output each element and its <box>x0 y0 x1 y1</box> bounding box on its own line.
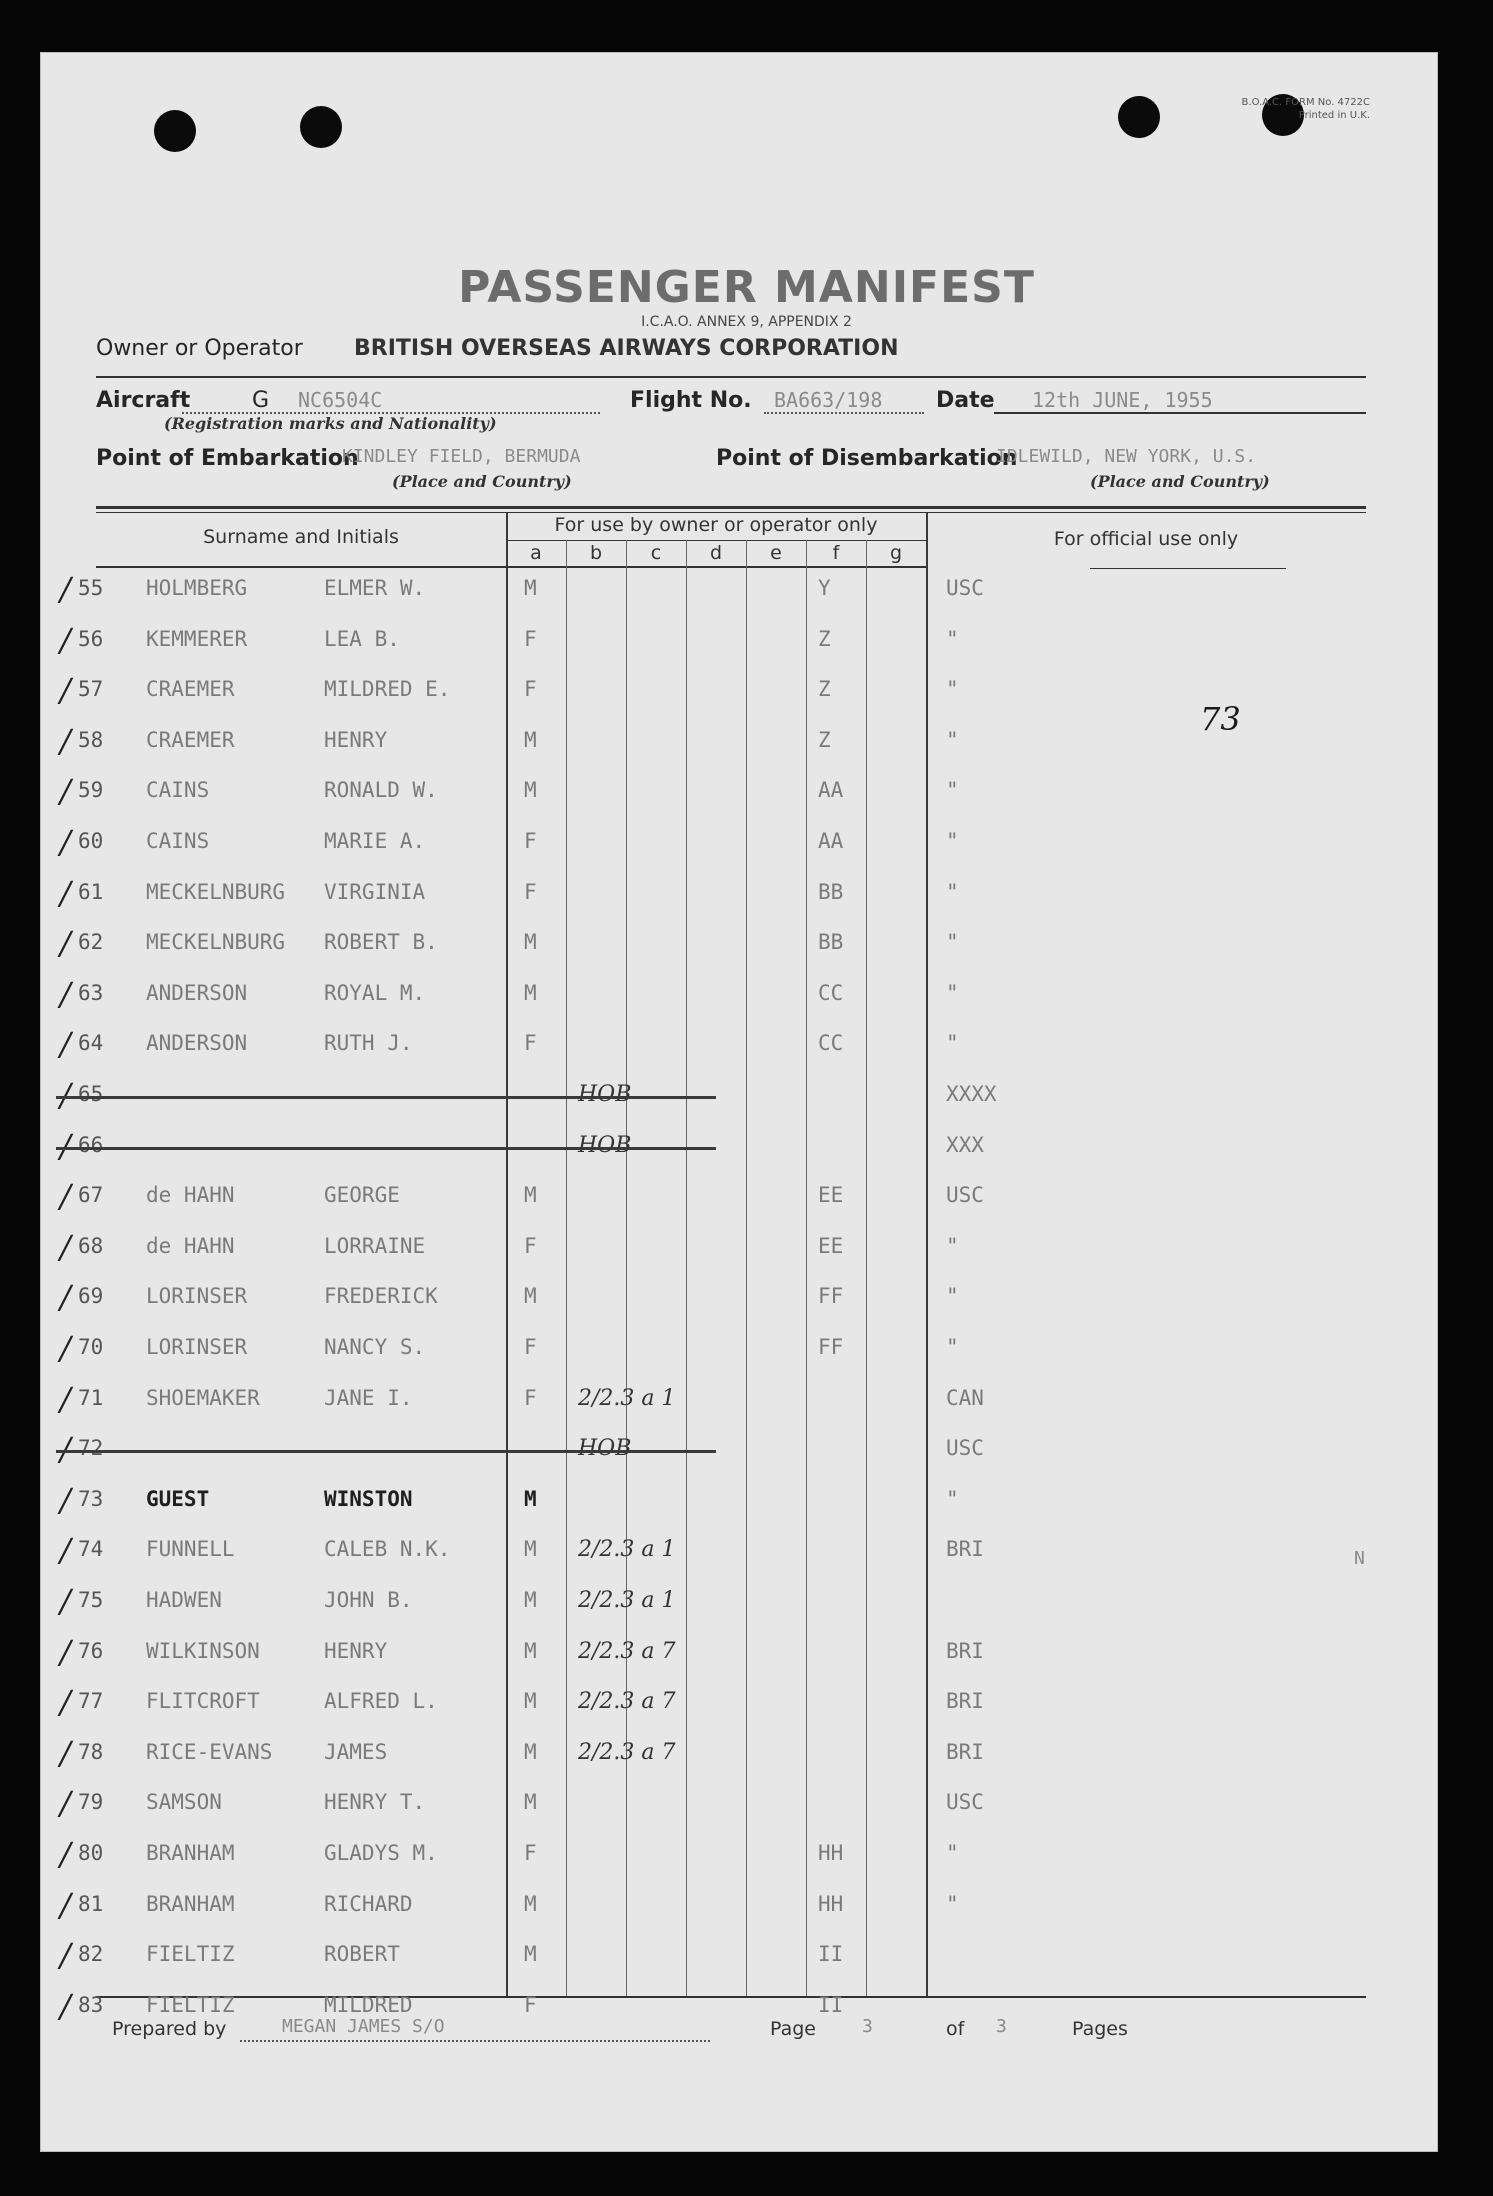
pages-label: Pages <box>1072 2018 1128 2040</box>
row-number: 59 <box>78 778 104 803</box>
check-mark: / <box>60 974 71 1013</box>
table-row <box>0 1582 1493 1632</box>
given-name-cell: GLADYS M. <box>324 1841 438 1865</box>
official-cell: " <box>946 1335 959 1359</box>
col-a-cell: M <box>524 1739 537 1764</box>
given-name-cell: ALFRED L. <box>324 1689 438 1714</box>
row-number: 72 <box>78 1436 104 1461</box>
check-mark: / <box>60 1480 71 1519</box>
table-row <box>0 1936 1493 1986</box>
col-f-cell: FF <box>818 1284 844 1309</box>
row-number: 75 <box>78 1588 104 1612</box>
surname-cell: HOLMBERG <box>146 576 248 600</box>
official-cell: " <box>946 1891 959 1916</box>
strike-line <box>56 1147 716 1150</box>
table-row <box>0 1480 1493 1531</box>
given-name-cell: FREDERICK <box>324 1284 438 1309</box>
manifest-title: PASSENGER MANIFEST <box>458 262 1035 313</box>
given-name-cell: MARIE A. <box>324 829 426 853</box>
row-number: 63 <box>78 980 104 1005</box>
col-a-cell: F <box>524 879 537 904</box>
col-f-cell: Z <box>818 727 831 752</box>
col-f-cell: BB <box>818 879 844 904</box>
surname-cell: KEMMERER <box>146 626 248 651</box>
surname-cell: LORINSER <box>146 1284 248 1309</box>
official-cell: BRI <box>946 1638 984 1663</box>
table-row <box>0 823 1493 873</box>
official-cell: XXX <box>946 1132 984 1157</box>
of-value: 3 <box>996 2016 1007 2037</box>
col-f-cell: FF <box>818 1335 844 1359</box>
col-f-cell: II <box>818 1992 844 2017</box>
embark-value: KINDLEY FIELD, BERMUDA <box>342 446 581 467</box>
col-f-cell: HH <box>818 1841 844 1865</box>
date-value: 12th JUNE, 1955 <box>1032 388 1213 412</box>
col-a-cell: M <box>524 1790 537 1815</box>
official-cell: XXXX <box>946 1082 997 1106</box>
col-f-cell: AA <box>818 778 844 803</box>
check-mark: / <box>60 620 71 659</box>
given-name-cell: ROBERT B. <box>324 930 438 955</box>
official-cell: USC <box>946 1183 984 1208</box>
col-a-cell: F <box>524 677 537 702</box>
col-f-cell: Y <box>818 576 831 600</box>
official-cell: " <box>946 677 959 702</box>
given-name-cell: ROYAL M. <box>324 980 426 1005</box>
check-mark: / <box>60 721 71 760</box>
surname-cell: ANDERSON <box>146 1031 248 1056</box>
row-number: 58 <box>78 727 104 752</box>
given-name-cell: RONALD W. <box>324 778 438 803</box>
embark-label: Point of Embarkation <box>96 446 359 471</box>
given-name-cell: HENRY T. <box>324 1790 426 1815</box>
col-a-cell: F <box>524 1992 537 2017</box>
col-a-cell: F <box>524 1385 537 1410</box>
check-mark: / <box>60 1379 71 1418</box>
table-row <box>0 1227 1493 1278</box>
col-b-cell: 2/2.3 a 1 <box>578 1537 676 1563</box>
surname-cell: CRAEMER <box>146 677 235 702</box>
check-mark: / <box>60 1177 71 1216</box>
table-row <box>0 1177 1493 1227</box>
row-number: 71 <box>78 1385 104 1410</box>
owner-value: BRITISH OVERSEAS AIRWAYS CORPORATION <box>354 336 899 361</box>
row-number: 76 <box>78 1638 104 1663</box>
col-a-cell: M <box>524 576 537 600</box>
col-a-cell: F <box>524 829 537 853</box>
col-owner-group-header: For use by owner or operator only <box>554 514 878 536</box>
table-row <box>0 1531 1493 1581</box>
given-name-cell: NANCY S. <box>324 1335 426 1359</box>
date-label: Date <box>936 388 995 413</box>
col-a-cell: M <box>524 980 537 1005</box>
given-name-cell: HENRY <box>324 1638 388 1663</box>
surname-cell: FLITCROFT <box>146 1689 260 1714</box>
row-number: 69 <box>78 1284 104 1309</box>
check-mark: / <box>60 1986 71 2025</box>
official-cell: " <box>946 626 959 651</box>
surname-cell: SAMSON <box>146 1790 222 1815</box>
check-mark: / <box>60 1531 71 1570</box>
given-name-cell: WINSTON <box>324 1486 413 1511</box>
surname-cell: FIELTIZ <box>146 1992 235 2017</box>
prepared-value: MEGAN JAMES S/O <box>282 2016 445 2037</box>
col-a-cell: F <box>524 1335 537 1359</box>
check-mark: / <box>60 1885 71 1924</box>
surname-cell: FUNNELL <box>146 1537 235 1562</box>
surname-cell: FIELTIZ <box>146 1942 235 1967</box>
given-name-cell: VIRGINIA <box>324 879 426 904</box>
form-number: B.O.A.C. FORM No. 4722C Printed in U.K. <box>1241 97 1370 121</box>
row-number: 77 <box>78 1689 104 1714</box>
row-number: 57 <box>78 677 104 702</box>
col-a-cell: F <box>524 1233 537 1258</box>
flight-value: BA663/198 <box>774 388 883 412</box>
col-a-cell: M <box>524 1891 537 1916</box>
check-mark: / <box>60 1430 71 1469</box>
official-mark: 73 <box>1200 700 1241 738</box>
col-f-cell: Z <box>818 677 831 702</box>
row-number: 60 <box>78 829 104 853</box>
table-row <box>0 671 1493 721</box>
check-mark: / <box>60 1278 71 1317</box>
official-cell: " <box>946 879 959 904</box>
col-b-cell: 2/2.3 a 7 <box>578 1739 676 1765</box>
binder-hole <box>300 106 342 148</box>
row-number: 82 <box>78 1942 104 1967</box>
col-e: e <box>770 542 782 564</box>
strike-line <box>56 1450 716 1453</box>
col-f-cell: AA <box>818 829 844 853</box>
surname-cell: de HAHN <box>146 1233 235 1258</box>
table-row <box>0 1885 1493 1936</box>
given-name-cell: MILDRED E. <box>324 677 451 702</box>
col-official-header: For official use only <box>1053 528 1239 550</box>
official-cell: USC <box>946 1436 984 1461</box>
given-name-cell: CALEB N.K. <box>324 1537 451 1562</box>
surname-cell: ANDERSON <box>146 980 248 1005</box>
given-name-cell: JANE I. <box>324 1385 413 1410</box>
col-c: c <box>650 542 662 564</box>
col-f-cell: EE <box>818 1233 844 1258</box>
surname-cell: CRAEMER <box>146 727 235 752</box>
col-a-cell: M <box>524 1588 537 1612</box>
table-row <box>0 772 1493 822</box>
check-mark: / <box>60 1936 71 1975</box>
table-row <box>0 1784 1493 1834</box>
col-a-cell: M <box>524 727 537 752</box>
table-row <box>0 1632 1493 1683</box>
aircraft-value: NC6504C <box>298 388 383 412</box>
row-number: 61 <box>78 879 104 904</box>
col-f-cell: EE <box>818 1183 844 1208</box>
side-mark: N <box>1354 1548 1365 1569</box>
col-a-cell: F <box>524 1031 537 1056</box>
check-mark: / <box>60 873 71 912</box>
col-f: f <box>832 542 840 564</box>
strike-line <box>56 1096 716 1099</box>
check-mark: / <box>60 823 71 861</box>
surname-cell: HADWEN <box>146 1588 222 1612</box>
table-row <box>0 1379 1493 1430</box>
prepared-label: Prepared by <box>112 2018 227 2040</box>
official-cell: USC <box>946 576 984 600</box>
col-d: d <box>709 542 723 564</box>
given-name-cell: GEORGE <box>324 1183 400 1208</box>
col-b-cell: HOB <box>578 1132 632 1158</box>
col-b-cell: 2/2.3 a 1 <box>578 1588 676 1613</box>
col-a-cell: M <box>524 1942 537 1967</box>
table-row <box>0 1835 1493 1885</box>
col-f-cell: CC <box>818 980 844 1005</box>
row-number: 83 <box>78 1992 104 2017</box>
surname-cell: MECKELNBURG <box>146 879 286 904</box>
check-mark: / <box>60 1582 71 1620</box>
col-b: b <box>589 542 603 564</box>
official-cell: " <box>946 829 959 853</box>
check-mark: / <box>60 1784 71 1823</box>
col-a-cell: M <box>524 1284 537 1309</box>
check-mark: / <box>60 671 71 710</box>
check-mark: / <box>60 570 71 608</box>
col-g: g <box>889 542 903 564</box>
col-b-cell: 2/2.3 a 1 <box>578 1385 676 1411</box>
official-cell: CAN <box>946 1385 984 1410</box>
given-name-cell: ELMER W. <box>324 576 426 600</box>
owner-label: Owner or Operator <box>96 336 303 361</box>
col-a-cell: M <box>524 1689 537 1714</box>
table-row <box>0 721 1493 772</box>
col-b-cell: HOB <box>578 1082 632 1107</box>
check-mark: / <box>60 1329 71 1367</box>
check-mark: / <box>60 1025 71 1064</box>
row-number: 68 <box>78 1233 104 1258</box>
surname-cell: BRANHAM <box>146 1841 235 1865</box>
official-cell: " <box>946 1486 959 1511</box>
official-cell: " <box>946 1233 959 1258</box>
disembark-label: Point of Disembarkation <box>716 446 1018 471</box>
table-row <box>0 1430 1493 1480</box>
official-cell: " <box>946 778 959 803</box>
table-row <box>0 1329 1493 1379</box>
aircraft-note: (Registration marks and Nationality) <box>164 414 497 433</box>
check-mark: / <box>60 1076 71 1114</box>
table-row <box>0 620 1493 671</box>
row-number: 79 <box>78 1790 104 1815</box>
table-row <box>0 1733 1493 1784</box>
official-cell: " <box>946 1031 959 1056</box>
surname-cell: CAINS <box>146 829 210 853</box>
row-number: 74 <box>78 1537 104 1562</box>
page-value: 3 <box>862 2016 873 2037</box>
check-mark: / <box>60 1632 71 1671</box>
official-cell: BRI <box>946 1689 984 1714</box>
embark-note: (Place and Country) <box>392 472 572 491</box>
table-row <box>0 1683 1493 1733</box>
given-name-cell: LORRAINE <box>324 1233 426 1258</box>
aircraft-prefix: G <box>252 388 270 413</box>
col-f-cell: BB <box>818 930 844 955</box>
table-row <box>0 1126 1493 1177</box>
row-number: 70 <box>78 1335 104 1359</box>
surname-cell: BRANHAM <box>146 1891 235 1916</box>
col-b-cell: HOB <box>578 1436 632 1462</box>
surname-cell: MECKELNBURG <box>146 930 286 955</box>
row-number: 67 <box>78 1183 104 1208</box>
check-mark: / <box>60 1126 71 1165</box>
given-name-cell: MILDRED <box>324 1992 413 2017</box>
disembark-value: IDLEWILD, NEW YORK, U.S. <box>996 446 1257 467</box>
table-row <box>0 1076 1493 1126</box>
given-name-cell: JAMES <box>324 1739 388 1764</box>
col-f-cell: II <box>818 1942 844 1967</box>
col-surname-header: Surname and Initials <box>203 526 399 548</box>
official-cell: BRI <box>946 1739 984 1764</box>
given-name-cell: RICHARD <box>324 1891 413 1916</box>
table-row <box>0 1025 1493 1075</box>
row-number: 73 <box>78 1486 104 1511</box>
col-b-cell: 2/2.3 a 7 <box>578 1638 676 1664</box>
official-cell: BRI <box>946 1537 984 1562</box>
col-a-cell: M <box>524 1638 537 1663</box>
surname-cell: WILKINSON <box>146 1638 260 1663</box>
official-cell: " <box>946 727 959 752</box>
table-row <box>0 570 1493 620</box>
table-row <box>0 873 1493 924</box>
check-mark: / <box>60 1683 71 1722</box>
surname-cell: de HAHN <box>146 1183 235 1208</box>
col-a-cell: M <box>524 1537 537 1562</box>
col-a-cell: F <box>524 1841 537 1865</box>
surname-cell: CAINS <box>146 778 210 803</box>
col-a: a <box>530 542 542 564</box>
given-name-cell: JOHN B. <box>324 1588 413 1612</box>
manifest-subtitle: I.C.A.O. ANNEX 9, APPENDIX 2 <box>641 314 852 330</box>
table-row <box>0 1278 1493 1328</box>
check-mark: / <box>60 772 71 811</box>
of-label: of <box>946 2018 965 2040</box>
table-row <box>0 974 1493 1025</box>
col-a-cell: M <box>524 1486 537 1511</box>
given-name-cell: LEA B. <box>324 626 400 651</box>
row-number: 81 <box>78 1891 104 1916</box>
row-number: 64 <box>78 1031 104 1056</box>
check-mark: / <box>60 1835 71 1873</box>
page-label: Page <box>770 2018 816 2040</box>
row-number: 56 <box>78 626 104 651</box>
row-number: 55 <box>78 576 104 600</box>
official-cell: " <box>946 1284 959 1309</box>
aircraft-label: Aircraft <box>96 388 191 413</box>
given-name-cell: HENRY <box>324 727 388 752</box>
disembark-note: (Place and Country) <box>1090 472 1270 491</box>
surname-cell: SHOEMAKER <box>146 1385 260 1410</box>
col-a-cell: M <box>524 1183 537 1208</box>
binder-hole <box>154 110 196 152</box>
col-f-cell: HH <box>818 1891 844 1916</box>
table-row <box>0 924 1493 974</box>
official-cell: " <box>946 930 959 955</box>
row-number: 80 <box>78 1841 104 1865</box>
official-cell: " <box>946 1841 959 1865</box>
official-cell: " <box>946 980 959 1005</box>
col-a-cell: M <box>524 778 537 803</box>
check-mark: / <box>60 1227 71 1266</box>
row-number: 62 <box>78 930 104 955</box>
official-cell: USC <box>946 1790 984 1815</box>
col-a-cell: F <box>524 626 537 651</box>
surname-cell: LORINSER <box>146 1335 248 1359</box>
surname-cell: RICE-EVANS <box>146 1739 273 1764</box>
check-mark: / <box>60 1733 71 1772</box>
given-name-cell: RUTH J. <box>324 1031 413 1056</box>
row-number: 66 <box>78 1132 104 1157</box>
flight-label: Flight No. <box>630 388 752 413</box>
col-a-cell: M <box>524 930 537 955</box>
col-f-cell: CC <box>818 1031 844 1056</box>
surname-cell: GUEST <box>146 1486 210 1511</box>
check-mark: / <box>60 924 71 963</box>
col-b-cell: 2/2.3 a 7 <box>578 1689 676 1715</box>
col-f-cell: Z <box>818 626 831 651</box>
row-number: 65 <box>78 1082 104 1106</box>
given-name-cell: ROBERT <box>324 1942 400 1967</box>
row-number: 78 <box>78 1739 104 1764</box>
